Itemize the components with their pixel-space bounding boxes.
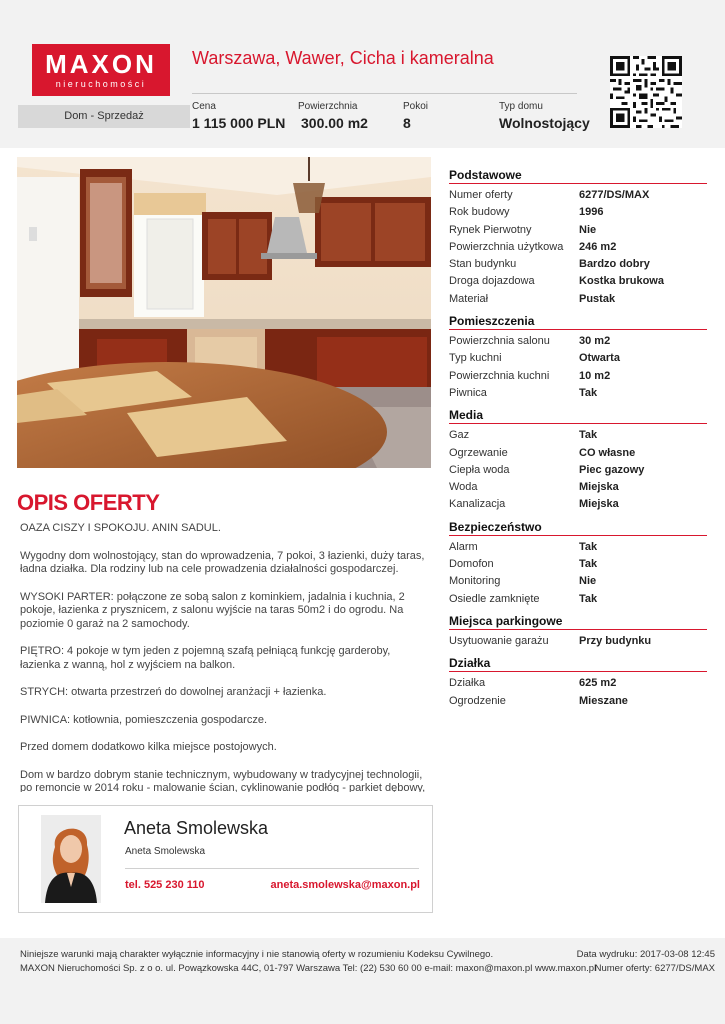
spec-row <box>449 350 707 367</box>
spec-value: Tak <box>579 429 598 442</box>
offer-heading: OPIS OFERTY <box>17 490 160 515</box>
spec-value: Tak <box>579 540 598 553</box>
spec-row <box>449 556 707 573</box>
footer-disclaimer: Niniejsze warunki mają charakter wyłącznie informacyjny i nie stanowią oferty w rozumieniu Kodeksu Cywilnego. <box>20 949 494 960</box>
spec-row <box>449 256 707 273</box>
spec-key: Rynek Pierwotny <box>449 223 532 236</box>
maxon-logo[interactable] <box>32 44 170 96</box>
property-type-badge: Dom - Sprzedaż <box>18 105 190 128</box>
spec-value: Nie <box>579 575 597 588</box>
spec-section-title: Podstawowe <box>449 168 707 184</box>
header <box>0 0 725 148</box>
spec-key: Alarm <box>449 540 478 553</box>
spec-section-title: Działka <box>449 656 707 672</box>
offer-paragraph: OAZA CISZY I SPOKOJU. ANIN SADUL. <box>20 522 221 534</box>
spec-key: Woda <box>449 481 478 494</box>
spec-value: Pustak <box>579 292 616 305</box>
spec-value: Nie <box>579 223 597 236</box>
spec-value: Tak <box>579 558 598 571</box>
spec-section-utilities <box>449 408 707 513</box>
spec-row <box>449 427 707 444</box>
logo-subtitle: nieruchomości <box>55 79 147 89</box>
spec-key: Stan budynku <box>449 258 517 271</box>
footer-address: MAXON Nieruchomości Sp. z o o. ul. Powązkowska 44C, 01-797 Warszawa Tel: (22) 530 60 00 e-mail: maxon@maxon.pl www.maxon.pl <box>20 963 597 974</box>
listing-title: Warszawa, Wawer, Cicha i kameralna <box>192 48 494 68</box>
spec-value: Kostka brukowa <box>579 275 664 288</box>
spec-section-plot <box>449 656 707 710</box>
spec-key: Ogrzewanie <box>449 446 508 459</box>
agent-card <box>18 805 433 913</box>
spec-key: Działka <box>449 677 486 690</box>
spec-key: Domofon <box>449 558 494 571</box>
spec-section-title: Bezpieczeństwo <box>449 520 707 536</box>
spec-value: 246 m2 <box>579 240 617 253</box>
logo-wordmark: MAXON <box>45 49 157 79</box>
spec-row <box>449 462 707 479</box>
stat-price <box>192 101 285 131</box>
stat-label: Cena <box>192 101 216 112</box>
spec-row <box>449 591 707 608</box>
spec-key: Powierzchnia kuchni <box>449 369 550 382</box>
spec-value: Miejska <box>579 498 619 511</box>
offer-paragraph: WYSOKI PARTER: połączone ze sobą salon z kominkiem, jadalnia i kuchnia, 2 pokoje, łazienka z prysznicem, z salonu wyjście na taras 50m2 i do ogrodu. Na poziomie 0 garaż na 2 samochody. <box>20 590 405 630</box>
spec-value: Tak <box>579 386 598 399</box>
spec-key: Droga dojazdowa <box>449 275 535 288</box>
spec-row <box>449 333 707 350</box>
footer-legal <box>20 948 596 976</box>
spec-section-parking <box>449 614 707 650</box>
offer-paragraph: PIĘTRO: 4 pokoje w tym jeden z pojemną szafą pełniącą funkcję garderoby, łazienka z wanną, hol z wyjściem na balkon. <box>20 645 391 671</box>
spec-value: 6277/DS/MAX <box>579 189 650 201</box>
spec-value: 625 m2 <box>579 677 617 690</box>
spec-value: Bardzo dobry <box>579 258 650 271</box>
header-divider <box>192 93 577 94</box>
offer-paragraph: Przed domem dodatkowo kilka miejsce postojowych. <box>20 741 277 753</box>
spec-value: Miejska <box>579 481 619 494</box>
spec-key: Typ kuchni <box>449 352 502 365</box>
spec-value: Tak <box>579 592 598 605</box>
property-photo[interactable] <box>17 157 431 468</box>
spec-key: Powierzchnia użytkowa <box>449 240 564 253</box>
stat-label: Typ domu <box>499 101 543 112</box>
spec-key: Kanalizacja <box>449 498 506 511</box>
spec-key: Rok budowy <box>449 206 510 219</box>
agent-name: Aneta Smolewska <box>124 818 269 838</box>
offer-paragraph: Dom w bardzo dobrym stanie technicznym, wybudowany w tradycyjnej technologii, po remoncie w 2014 roku - malowanie ścian, cyklinowanie podłóg - parkiet dębowy, <box>20 768 426 792</box>
spec-key: Usytuowanie garażu <box>449 634 549 647</box>
property-specs <box>449 168 707 716</box>
spec-value: Mieszane <box>579 694 628 707</box>
spec-row <box>449 573 707 590</box>
qr-code-icon[interactable] <box>610 56 682 128</box>
stat-rooms <box>403 101 428 131</box>
spec-value: Piec gazowy <box>579 463 645 476</box>
offer-paragraph: Wygodny dom wolnostojący, stan do wprowadzenia, 7 pokoi, 3 łazienki, duży taras, ładna działka. Dla rodziny lub na cele prowadzenia działalności gospodarczej. <box>20 549 425 575</box>
spec-key: Numer oferty <box>449 189 513 201</box>
spec-value: CO własne <box>579 446 636 459</box>
spec-key: Monitoring <box>449 575 501 588</box>
stat-label: Powierzchnia <box>298 101 358 112</box>
stat-area <box>298 101 368 131</box>
spec-row <box>449 385 707 402</box>
spec-key: Ciepła woda <box>449 463 510 476</box>
spec-value: 1996 <box>579 206 604 219</box>
spec-row <box>449 222 707 239</box>
spec-row <box>449 273 707 290</box>
offer-paragraph: STRYCH: otwarta przestrzeń do dowolnej aranżacji + łazienka. <box>20 686 327 698</box>
spec-row <box>449 368 707 385</box>
spec-section-title: Miejsca parkingowe <box>449 614 707 630</box>
spec-row <box>449 291 707 308</box>
footer-print-date: Data wydruku: 2017-03-08 12:45 <box>576 949 715 960</box>
stat-value: 8 <box>403 115 411 131</box>
spec-key: Gaz <box>449 429 470 442</box>
spec-row <box>449 693 707 710</box>
offer-paragraph: PIWNICA: kotłownia, pomieszczenia gospodarcze. <box>20 713 267 726</box>
spec-row <box>449 239 707 256</box>
spec-key: Materiał <box>449 292 489 305</box>
spec-key: Osiedle zamknięte <box>449 592 540 605</box>
spec-key: Piwnica <box>449 386 487 399</box>
spec-section-title: Pomieszczenia <box>449 314 707 330</box>
offer-description <box>20 522 428 792</box>
spec-section-rooms <box>449 314 707 402</box>
stat-value: Wolnostojący <box>499 115 590 131</box>
agent-subtitle: Aneta Smolewska <box>125 846 206 857</box>
agent-phone-link[interactable]: tel. 525 230 110 <box>125 879 205 891</box>
spec-row <box>449 187 707 204</box>
spec-row <box>449 496 707 513</box>
footer-meta <box>577 948 715 976</box>
footer <box>0 938 725 1024</box>
stat-value: 300.00 m2 <box>301 115 368 131</box>
spec-row <box>449 675 707 692</box>
footer-offer-number: Numer oferty: 6277/DS/MAX <box>594 963 715 974</box>
agent-email-link[interactable]: aneta.smolewska@maxon.pl <box>270 879 420 891</box>
spec-value: Przy budynku <box>579 634 652 647</box>
spec-row <box>449 479 707 496</box>
agent-divider <box>125 868 419 869</box>
spec-key: Powierzchnia salonu <box>449 335 550 348</box>
spec-row <box>449 539 707 556</box>
spec-section-security <box>449 520 707 608</box>
spec-key: Ogrodzenie <box>449 694 506 707</box>
stat-label: Pokoi <box>403 101 429 112</box>
spec-value: 10 m2 <box>579 369 611 382</box>
stat-value: 1 115 000 PLN <box>192 115 286 131</box>
agent-avatar <box>41 815 101 903</box>
spec-section-title: Media <box>449 408 707 424</box>
stat-house-type <box>499 101 590 131</box>
spec-row <box>449 633 707 650</box>
spec-section-basic <box>449 168 707 308</box>
spec-value: Otwarta <box>579 352 620 365</box>
spec-row <box>449 445 707 462</box>
spec-row <box>449 204 707 221</box>
spec-value: 30 m2 <box>579 335 611 348</box>
